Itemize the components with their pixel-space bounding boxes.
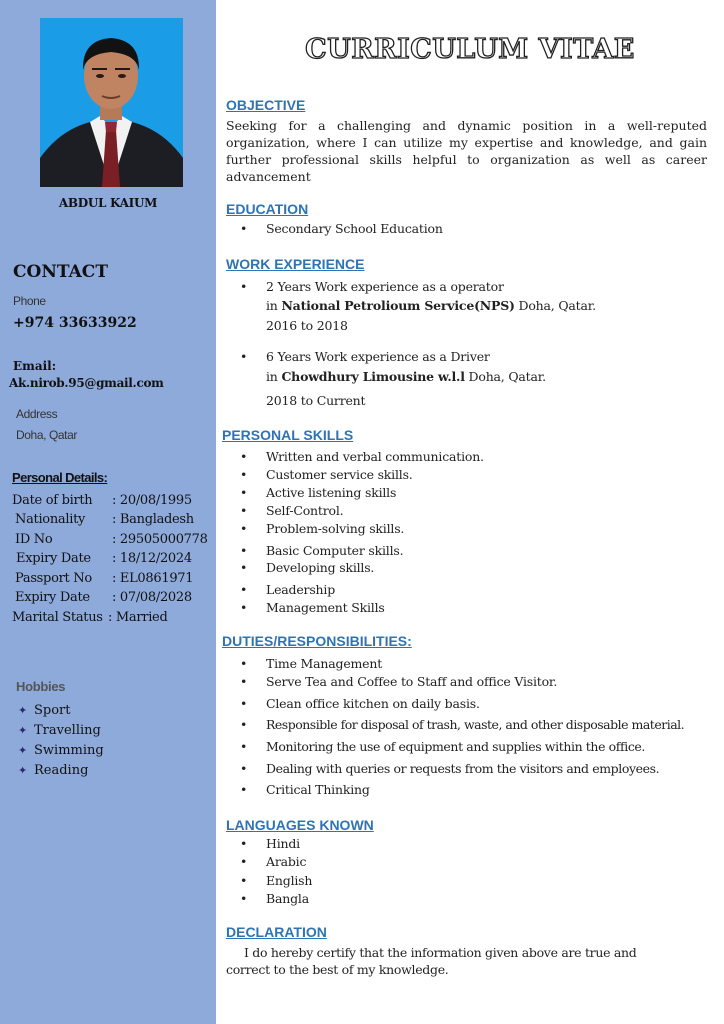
work-item (240, 279, 504, 294)
hobby-label: Travelling (34, 723, 101, 738)
hobby-label: Reading (34, 763, 89, 778)
personal-detail-row (15, 512, 194, 527)
language-item (240, 891, 309, 906)
language-item (240, 873, 312, 888)
skill-item (240, 560, 374, 575)
detail-key: Nationality (15, 512, 86, 527)
duty-item (240, 696, 480, 711)
hobby-label: Sport (34, 703, 71, 718)
duty-label: Time Management (266, 656, 383, 671)
duty-item (240, 739, 645, 754)
bullet-icon: • (240, 782, 248, 797)
detail-key: Date of birth (12, 493, 93, 508)
duty-label: Clean office kitchen on daily basis. (266, 696, 480, 711)
profile-photo (40, 18, 183, 187)
bullet-icon: • (240, 582, 248, 597)
bullet-icon: • (240, 739, 247, 754)
sidebar (0, 0, 216, 1024)
duties-heading: DUTIES/RESPONSIBILITIES: (222, 633, 412, 649)
arrow-down-bullet-icon: ✦ (18, 764, 28, 777)
detail-value: : 29505000778 (112, 532, 208, 547)
skill-item (240, 449, 484, 464)
personal-detail-row (12, 610, 167, 625)
declaration-line-2: correct to the best of my knowledge. (226, 962, 449, 977)
detail-key: Passport No (15, 571, 92, 586)
work-title: 2 Years Work experience as a operator (266, 279, 504, 294)
skill-item (240, 543, 403, 558)
main-content (216, 0, 724, 1024)
bullet-icon: • (240, 656, 248, 671)
language-item (240, 854, 306, 869)
objective-text: Seeking for a challenging and dynamic position in a well-reputed organization, where I can utilize my expertise and knowledge, and gain further professional skills helpful to organization as well as career advancement (226, 118, 707, 184)
duty-label: Dealing with queries or requests from the visitors and employees. (266, 761, 660, 776)
bullet-icon: • (240, 521, 248, 536)
bullet-icon: • (240, 873, 248, 888)
bullet-icon: • (240, 560, 248, 575)
address-label: Address (16, 407, 58, 421)
work-company: Chowdhury Limousine w.l.l (281, 369, 465, 384)
bullet-icon: • (240, 717, 247, 732)
personal-detail-row (15, 590, 192, 605)
duty-label: Monitoring the use of equipment and supplies within the office. (266, 739, 645, 754)
duty-item (240, 717, 684, 732)
bullet-icon: • (240, 221, 248, 236)
hobby-label: Swimming (34, 743, 104, 758)
arrow-down-bullet-icon: ✦ (18, 724, 28, 737)
work-experience-heading: WORK EXPERIENCE (226, 256, 365, 272)
work-period: 2018 to Current (266, 393, 366, 408)
skill-label: Problem-solving skills. (266, 521, 405, 536)
skill-label: Basic Computer skills. (266, 543, 404, 558)
hobby-item (18, 703, 71, 718)
bullet-icon: • (240, 854, 248, 869)
detail-value: : 07/08/2028 (112, 590, 192, 605)
bullet-icon: • (240, 485, 248, 500)
bullet-icon: • (240, 503, 248, 518)
duty-label: Serve Tea and Coffee to Staff and office Visitor. (266, 674, 558, 689)
bullet-icon: • (240, 543, 248, 558)
duty-item (240, 656, 382, 671)
detail-key: Marital Status (12, 610, 103, 625)
phone-value: +974 33633922 (13, 315, 137, 331)
bullet-icon: • (240, 600, 248, 615)
detail-value: : 20/08/1995 (112, 493, 192, 508)
work-prefix: in (266, 298, 278, 313)
person-photo-illustration (40, 18, 183, 187)
address-value: Doha, Qatar (16, 428, 77, 442)
hobby-item (18, 743, 104, 758)
education-item (240, 221, 443, 236)
duty-label: Critical Thinking (266, 782, 370, 797)
phone-label: Phone (13, 294, 46, 308)
duty-item (240, 761, 659, 776)
personal-detail-row (12, 493, 192, 508)
personal-detail-row (15, 532, 208, 547)
language-label: Arabic (266, 854, 307, 869)
bullet-icon: • (240, 349, 248, 364)
duty-item (240, 782, 370, 797)
bullet-icon: • (240, 696, 248, 711)
work-title: 6 Years Work experience as a Driver (266, 349, 490, 364)
work-company: National Petrolioum Service(NPS) (281, 298, 515, 313)
duty-item (240, 674, 557, 689)
work-location: Doha, Qatar. (518, 298, 596, 313)
bullet-icon: • (240, 761, 247, 776)
language-label: English (266, 873, 313, 888)
hobby-item (18, 723, 101, 738)
skill-item (240, 485, 396, 500)
skill-label: Written and verbal communication. (266, 449, 484, 464)
declaration-line-1: I do hereby certify that the information given above are true and (244, 945, 637, 960)
detail-value: : EL0861971 (112, 571, 194, 586)
skill-label: Management Skills (266, 600, 385, 615)
bullet-icon: • (240, 891, 248, 906)
skill-item (240, 582, 335, 597)
personal-detail-row (15, 571, 193, 586)
skill-item (240, 521, 404, 536)
detail-key: ID No (15, 532, 53, 547)
skill-item (240, 503, 343, 518)
email-label: Email: (13, 359, 57, 373)
detail-value: : Bangladesh (112, 512, 194, 527)
work-location: Doha, Qatar. (468, 369, 546, 384)
education-label: Secondary School Education (266, 221, 443, 236)
skill-label: Self-Control. (266, 503, 344, 518)
skill-label: Active listening skills (266, 485, 397, 500)
arrow-down-bullet-icon: ✦ (18, 704, 28, 717)
language-item (240, 836, 300, 851)
objective-heading: OBJECTIVE (226, 97, 306, 113)
work-company-line (266, 369, 546, 384)
hobby-item (18, 763, 88, 778)
language-label: Bangla (266, 891, 309, 906)
work-item (240, 349, 490, 364)
work-period: 2016 to 2018 (266, 318, 348, 333)
skill-label: Developing skills. (266, 560, 375, 575)
skill-item (240, 600, 385, 615)
detail-key: Expiry Date (16, 551, 91, 566)
detail-value: : Married (108, 610, 168, 625)
personal-details-heading: Personal Details: (12, 470, 108, 485)
skill-label: Customer service skills. (266, 467, 413, 482)
work-company-line (266, 298, 596, 313)
skill-label: Leadership (266, 582, 335, 597)
detail-value: : 18/12/2024 (112, 551, 192, 566)
contact-heading: CONTACT (13, 262, 108, 282)
bullet-icon: • (240, 836, 248, 851)
work-prefix: in (266, 369, 278, 384)
candidate-name: ABDUL KAIUM (58, 196, 158, 210)
hobbies-heading: Hobbies (16, 679, 66, 694)
declaration-heading: DECLARATION (226, 924, 327, 940)
email-value[interactable]: Ak.nirob.95@gmail.com (9, 376, 164, 390)
skill-item (240, 467, 413, 482)
bullet-icon: • (240, 279, 248, 294)
languages-heading: LANGUAGES KNOWN (226, 817, 374, 833)
personal-detail-row (16, 551, 192, 566)
arrow-down-bullet-icon: ✦ (18, 744, 28, 757)
duty-label: Responsible for disposal of trash, waste, and other disposable material. (266, 717, 685, 732)
education-heading: EDUCATION (226, 201, 309, 217)
language-label: Hindi (266, 836, 300, 851)
bullet-icon: • (240, 674, 248, 689)
detail-key: Expiry Date (15, 590, 90, 605)
bullet-icon: • (240, 449, 248, 464)
bullet-icon: • (240, 467, 248, 482)
cv-title: CURRICULUM VITAE (305, 34, 635, 65)
personal-skills-heading: PERSONAL SKILLS (222, 427, 354, 443)
